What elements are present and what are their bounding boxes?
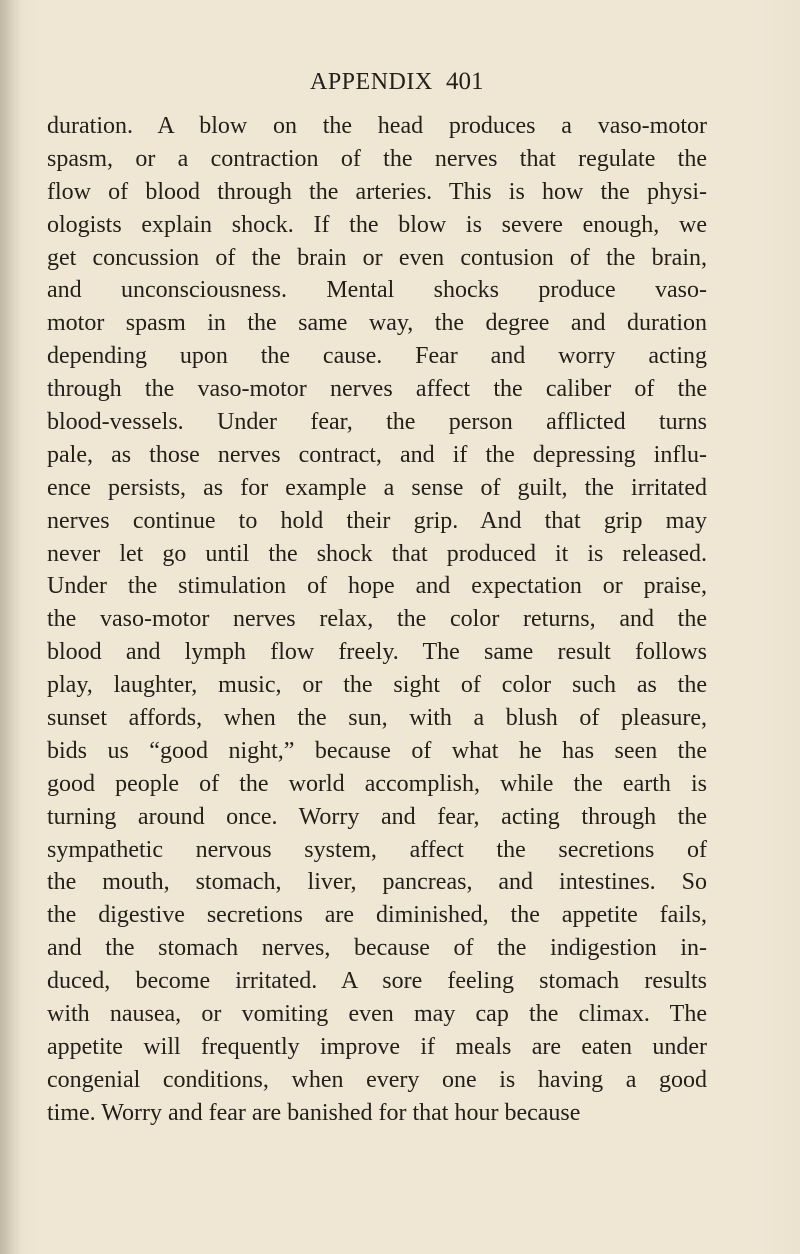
- running-title: APPENDIX: [310, 69, 433, 95]
- text-line: turning around once. Worry and fear, acting through the: [47, 803, 707, 830]
- body-text: [47, 110, 707, 1130]
- text-line: Under the stimulation of hope and expectation or praise,: [47, 573, 707, 600]
- text-line: bids us “good night,” because of what he has seen the: [47, 737, 707, 764]
- text-line: spasm, or a contraction of the nerves that regulate the: [47, 145, 707, 172]
- text-line: duration. A blow on the head produces a vaso-motor: [47, 113, 707, 139]
- text-line: depending upon the cause. Fear and worry acting: [47, 343, 707, 370]
- text-line: the digestive secretions are diminished, the appetite fails,: [47, 902, 707, 929]
- text-line: flow of blood through the arteries. This is how the physi-: [47, 178, 707, 205]
- text-line: the vaso-motor nerves relax, the color returns, and the: [47, 606, 707, 633]
- text-line: with nausea, or vomiting even may cap the climax. The: [47, 1001, 707, 1028]
- text-line: and the stomach nerves, because of the indigestion in-: [47, 935, 707, 962]
- spine-shadow: [0, 0, 22, 1254]
- page-number: 401: [446, 68, 484, 95]
- text-line: blood and lymph flow freely. The same result follows: [47, 639, 707, 666]
- text-line: get concussion of the brain or even contusion of the brain,: [47, 244, 707, 271]
- text-line: the mouth, stomach, liver, pancreas, and intestines. So: [47, 869, 707, 896]
- text-line: ence persists, as for example a sense of guilt, the irritated: [47, 474, 707, 501]
- text-line: play, laughter, music, or the sight of color such as the: [47, 672, 707, 699]
- text-line: appetite will frequently improve if meals are eaten under: [47, 1033, 707, 1060]
- text-line: motor spasm in the same way, the degree and duration: [47, 310, 707, 337]
- text-line: pale, as those nerves contract, and if the depressing influ-: [47, 441, 707, 468]
- text-line: sympathetic nervous system, affect the secretions of: [47, 836, 707, 863]
- text-line: blood-vessels. Under fear, the person afflicted turns: [47, 409, 707, 436]
- text-line: and unconsciousness. Mental shocks produce vaso-: [47, 277, 707, 304]
- text-line: sunset affords, when the sun, with a blush of pleasure,: [47, 705, 707, 732]
- text-line: ologists explain shock. If the blow is severe enough, we: [47, 211, 707, 238]
- text-line: time. Worry and fear are banished for that hour because: [47, 1099, 581, 1126]
- text-line: nerves continue to hold their grip. And that grip may: [47, 507, 707, 534]
- text-line: congenial conditions, when every one is having a good: [47, 1066, 707, 1093]
- text-line: duced, become irritated. A sore feeling stomach results: [47, 968, 707, 995]
- running-head: [0, 62, 800, 102]
- text-line: good people of the world accomplish, while the earth is: [47, 770, 707, 797]
- text-line: never let go until the shock that produced it is released.: [47, 540, 707, 567]
- text-line: through the vaso-motor nerves affect the caliber of the: [47, 376, 707, 403]
